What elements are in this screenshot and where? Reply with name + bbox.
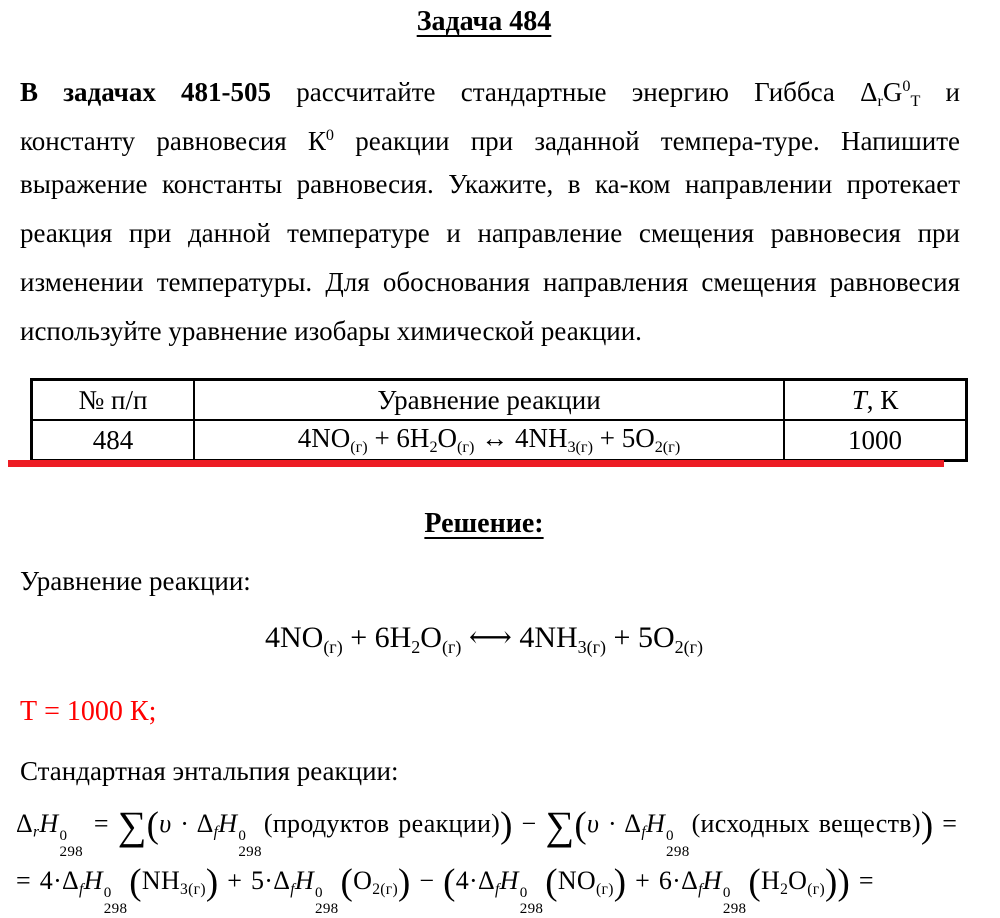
text-segment: ) <box>397 861 411 902</box>
text-segment: f <box>698 880 703 898</box>
text-segment: константу равновесия К <box>20 126 326 157</box>
text-segment: H <box>83 865 103 895</box>
text-segment: 2 <box>411 636 421 657</box>
text-segment: Δ <box>16 808 34 838</box>
text-segment: 2(г) <box>372 880 398 898</box>
intro-line <box>20 111 960 160</box>
text-segment: · Δ <box>171 808 214 838</box>
text-segment: 0 <box>722 885 731 902</box>
text-segment: f <box>495 880 500 898</box>
intro-line <box>20 160 960 209</box>
text-segment: O <box>353 865 373 895</box>
text-segment: O <box>437 422 458 453</box>
page-title <box>0 6 968 38</box>
text-segment: r <box>33 823 40 841</box>
text-segment <box>315 886 339 918</box>
text-segment: + 5O <box>606 621 675 654</box>
solution-heading-text: Решение: <box>424 508 544 539</box>
text-segment: + 5·Δ <box>218 865 291 895</box>
text-segment: ( <box>748 861 761 902</box>
text-segment: 4NO <box>264 621 324 654</box>
temperature-value: Т = 1000 К; <box>20 696 157 727</box>
text-segment: 0 <box>519 885 528 902</box>
intro-line <box>20 209 960 258</box>
text-segment: ) <box>920 803 934 845</box>
text-segment: f <box>290 880 295 898</box>
text-segment: 298 <box>103 900 128 917</box>
text-segment: (г) <box>807 880 825 898</box>
text-segment: используйте уравнение изобары химической реакции. <box>20 316 642 346</box>
text-segment: ) <box>837 861 851 902</box>
table-header-row <box>32 380 967 421</box>
text-segment: T <box>851 384 867 415</box>
text-segment: 0 <box>314 885 323 902</box>
text-segment: ∑ <box>117 803 147 848</box>
solution-heading <box>0 508 968 540</box>
enthalpy-formula-line1 <box>16 803 1000 861</box>
enthalpy-label: Стандартная энтальпия реакции: <box>20 756 399 786</box>
text-segment: H <box>39 808 59 838</box>
text-segment: ) <box>824 861 838 902</box>
text-segment: H <box>294 865 314 895</box>
text-segment: = <box>85 808 118 838</box>
text-segment: + 5O <box>592 422 655 453</box>
text-segment: , К <box>866 384 899 415</box>
text-segment: (г) <box>350 438 368 457</box>
text-segment: 0 <box>902 77 911 95</box>
text-segment: f <box>213 823 219 841</box>
text-segment: выражение константы равновесия. Укажите, в ка-ком направлении протекает <box>20 169 960 199</box>
text-segment: 4NO <box>297 422 351 453</box>
reaction-equation <box>0 620 968 658</box>
text-segment: (исходных веществ) <box>691 808 921 838</box>
text-segment: (продуктов реакции) <box>263 808 501 838</box>
cell-reaction-equation <box>194 420 784 461</box>
text-segment: и <box>920 77 961 108</box>
text-segment: 4·Δ <box>455 865 496 895</box>
text-segment: (г) <box>457 438 475 457</box>
text-segment: r <box>877 92 883 111</box>
text-segment: ( <box>340 861 354 902</box>
text-segment: 298 <box>519 900 544 917</box>
text-segment: υ <box>586 808 600 838</box>
text-segment: H <box>702 865 722 895</box>
page-title-text: Задача 484 <box>416 6 552 37</box>
header-cell-number: № п/п <box>32 380 195 421</box>
text-segment: 0 <box>59 828 68 845</box>
text-segment: 3(г) <box>577 636 607 657</box>
text-segment: = <box>933 808 958 838</box>
text-segment: 0 <box>325 126 335 144</box>
red-underline <box>8 460 944 467</box>
text-segment: 298 <box>314 900 339 917</box>
text-segment: (г) <box>323 636 343 657</box>
text-segment: реакции при заданной темпера-туре. Напишите <box>334 126 960 157</box>
text-segment: 298 <box>666 843 690 860</box>
text-segment: реакция при данной температуре и направление смещения равновесия при <box>20 218 960 248</box>
text-segment: 2 <box>780 880 789 898</box>
text-segment: NH <box>141 865 181 895</box>
text-segment: (г) <box>441 636 462 657</box>
text-segment: В задачах 481-505 <box>20 77 272 108</box>
text-segment: 3(г) <box>180 880 206 898</box>
text-segment: 2 <box>429 438 438 457</box>
text-segment: H <box>760 865 781 895</box>
text-segment: 0 <box>238 828 247 845</box>
header-cell-temperature <box>784 380 967 421</box>
text-segment <box>59 829 83 861</box>
text-segment: f <box>641 823 646 841</box>
text-segment: ( <box>574 803 587 845</box>
cell-temperature: 1000 <box>784 420 967 461</box>
intro-line <box>20 62 960 111</box>
text-segment <box>723 886 747 918</box>
text-segment <box>666 829 690 861</box>
text-segment: ↔ 4NH <box>474 422 568 453</box>
text-segment: = <box>850 865 874 895</box>
text-segment: 298 <box>722 900 747 917</box>
text-segment: 298 <box>59 843 84 860</box>
text-segment: рассчитайте стандартные энергию Гиббса Δ <box>271 77 878 108</box>
text-segment: ∑ <box>545 803 575 848</box>
text-segment: ( <box>146 803 160 845</box>
text-segment <box>238 829 262 861</box>
cell-problem-number: 484 <box>32 420 195 461</box>
text-segment: ( <box>443 861 456 902</box>
text-segment: − <box>512 808 546 838</box>
text-segment: · Δ <box>599 808 642 838</box>
text-segment: ( <box>545 861 558 902</box>
text-segment: ) <box>500 803 513 845</box>
text-segment: O <box>788 865 808 895</box>
text-segment: + 6H <box>342 621 412 654</box>
text-segment: O <box>420 621 442 654</box>
text-segment: ) <box>205 861 219 902</box>
text-segment: 2(г) <box>674 636 704 657</box>
text-segment: υ <box>159 808 172 838</box>
table-row <box>32 420 967 461</box>
text-segment: (г) <box>596 880 614 898</box>
problem-table <box>30 378 968 462</box>
text-segment: NO <box>557 865 597 895</box>
text-segment: 3(г) <box>567 438 593 457</box>
text-segment: изменении температуры. Для обоснования направления смещения равновесия <box>20 267 960 297</box>
text-segment: H <box>499 865 519 895</box>
text-segment: H <box>645 808 666 838</box>
text-segment: G <box>882 77 903 108</box>
text-segment <box>520 886 544 918</box>
text-segment: ⟷ 4NH <box>461 621 578 654</box>
text-segment: 0 <box>666 828 674 845</box>
text-segment: f <box>79 880 84 898</box>
intro-line <box>20 307 960 356</box>
text-segment <box>104 886 128 918</box>
intro-line <box>20 258 960 307</box>
text-segment: 298 <box>238 843 262 860</box>
text-segment: = 4·Δ <box>16 865 80 895</box>
text-segment: + 6H <box>367 422 430 453</box>
header-cell-equation: Уравнение реакции <box>194 380 784 421</box>
text-segment: − <box>410 865 444 895</box>
equation-label: Уравнение реакции: <box>20 566 251 596</box>
text-segment: 0 <box>103 885 112 902</box>
text-segment: 2(г) <box>654 438 681 457</box>
text-segment: ( <box>129 861 142 902</box>
intro-paragraph <box>20 62 960 356</box>
text-segment: ) <box>613 861 627 902</box>
enthalpy-formula-line2 <box>16 861 1000 918</box>
text-segment: Т <box>910 92 921 111</box>
text-segment: + 6·Δ <box>626 865 699 895</box>
text-segment: H <box>218 808 238 838</box>
